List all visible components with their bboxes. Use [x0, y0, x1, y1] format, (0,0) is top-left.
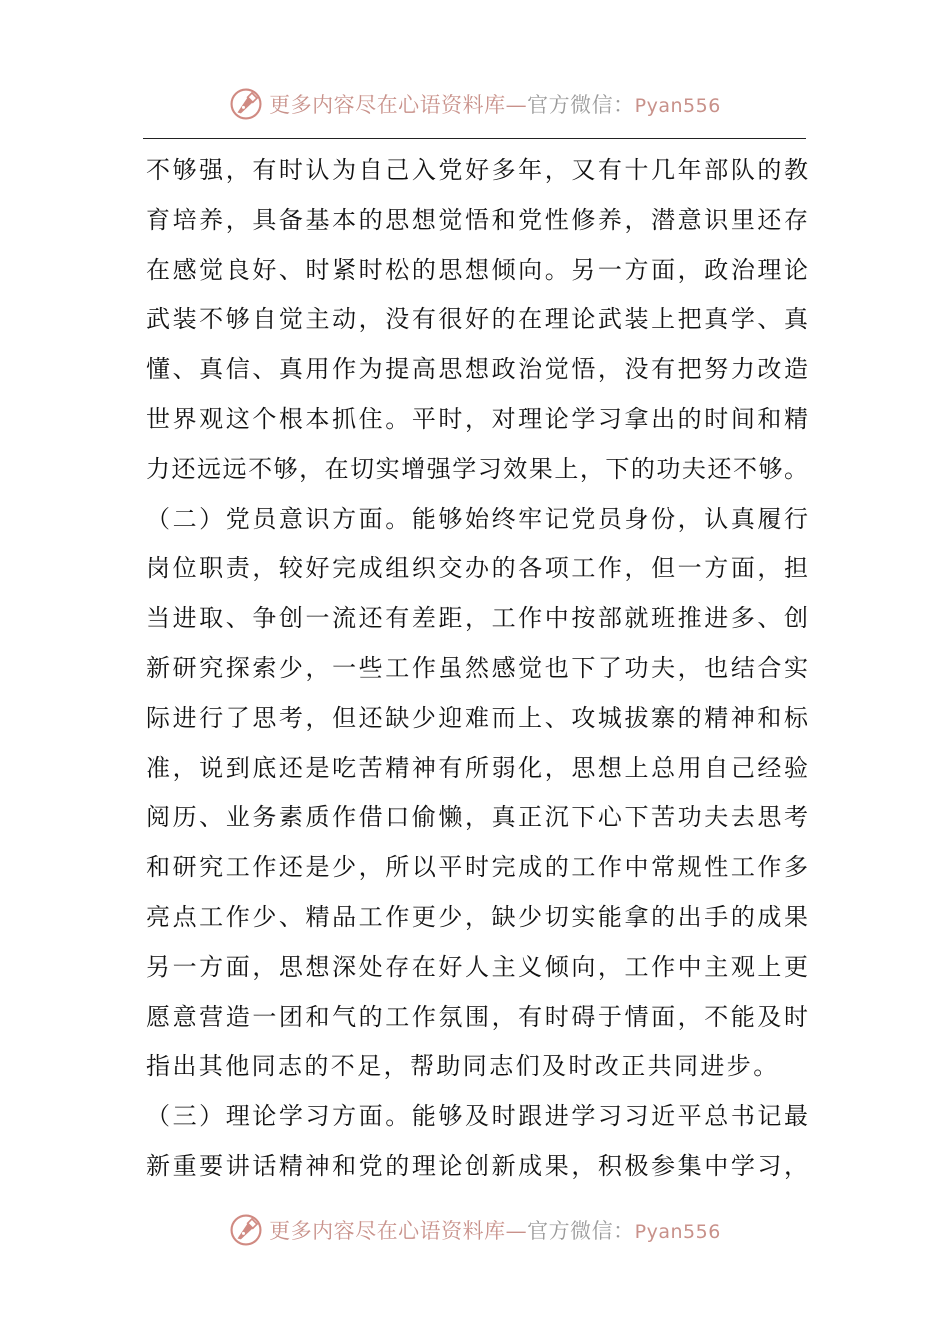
text-line: 阅历、业务素质作借口偷懒，真正沉下心下苦功夫去思考 — [146, 803, 808, 832]
text-line: 愿意营造一团和气的工作氛围，有时碍于情面，不能及时 — [146, 1002, 808, 1031]
text-line: 力还远远不够，在切实增强学习效果上，下的功夫还不够。 — [146, 454, 808, 483]
footer-promo-text: 更多内容尽在心语资料库 — [269, 1219, 506, 1243]
header-banner — [0, 84, 950, 124]
header-promo-text: 更多内容尽在心语资料库 — [269, 93, 506, 117]
text-line: 新重要讲话精神和党的理论创新成果，积极参集中学习， — [146, 1151, 808, 1180]
text-line: 亮点工作少、精品工作更少，缺少切实能拿的出手的成果 — [146, 902, 808, 931]
header-divider — [143, 138, 806, 139]
pen-nib-logo-icon — [229, 1213, 263, 1247]
text-line: 新研究探索少，一些工作虽然感觉也下了功夫，也结合实 — [146, 653, 808, 682]
document-body — [146, 146, 808, 1192]
header-dash: — — [505, 93, 528, 117]
text-line: 和研究工作还是少，所以平时完成的工作中常规性工作多 — [146, 853, 808, 882]
text-line: 懂、真信、真用作为提高思想政治觉悟，没有把努力改造 — [146, 355, 808, 384]
text-line: 育培养，具备基本的思想觉悟和党性修养，潜意识里还存 — [146, 205, 808, 234]
text-line: 际进行了思考，但还缺少迎难而上、攻城拔寨的精神和标 — [146, 703, 808, 732]
text-line: 不够强，有时认为自己入党好多年，又有十几年部队的教 — [146, 156, 808, 184]
footer-wechat-id: Pyan556 — [634, 1221, 721, 1243]
footer-banner — [0, 1210, 950, 1250]
footer-dash: — — [505, 1219, 528, 1243]
text-line: 武装不够自觉主动，没有很好的在理论武装上把真学、真 — [146, 305, 808, 334]
text-line: 在感觉良好、时紧时松的思想倾向。另一方面，政治理论 — [146, 255, 808, 284]
text-line: 另一方面，思想深处存在好人主义倾向，工作中主观上更 — [146, 952, 808, 981]
pen-nib-logo-icon — [229, 87, 263, 121]
text-line: 当进取、争创一流还有差距，工作中按部就班推进多、创 — [146, 604, 808, 633]
text-line: 指出其他同志的不足，帮助同志们及时改正共同进步。 — [146, 1052, 780, 1081]
header-wechat-label: 官方微信： — [527, 93, 635, 117]
text-line: 世界观这个根本抓住。平时，对理论学习拿出的时间和精 — [146, 404, 808, 433]
footer-wechat-label: 官方微信： — [527, 1219, 635, 1243]
text-line: 岗位职责，较好完成组织交办的各项工作，但一方面，担 — [146, 554, 808, 583]
text-line: 准，说到底还是吃苦精神有所弱化，思想上总用自己经验 — [146, 753, 808, 782]
text-line: （二）党员意识方面。能够始终牢记党员身份，认真履行 — [146, 504, 808, 533]
header-wechat-id: Pyan556 — [634, 95, 721, 117]
text-line: （三）理论学习方面。能够及时跟进学习习近平总书记最 — [146, 1102, 808, 1131]
